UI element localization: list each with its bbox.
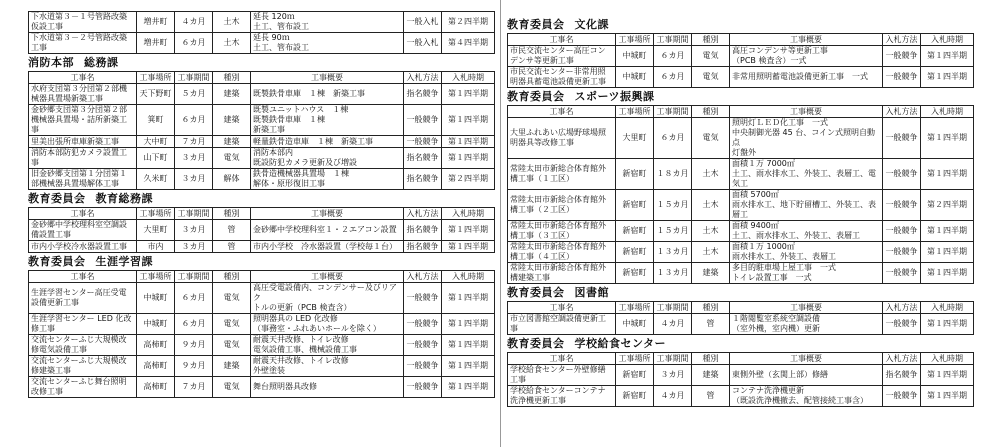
header-name: 工事名 bbox=[508, 106, 616, 118]
cell-summary: 鉄骨造機械器具置場 １棟 解体・原形復旧工事 bbox=[251, 169, 404, 190]
table-row bbox=[508, 67, 974, 88]
cell-location: 中城町 bbox=[616, 314, 654, 335]
cell-location: 新宿町 bbox=[616, 386, 654, 407]
cell-project-name: 消防本部防犯カメラ設置工 事 bbox=[29, 148, 137, 169]
cell-bid-method: 一般競争 bbox=[404, 283, 442, 314]
header-place: 工事場所 bbox=[137, 72, 175, 84]
section-title bbox=[507, 284, 973, 301]
cell-summary: 東側外壁（玄関上部）修繕 bbox=[730, 365, 883, 386]
cell-bid-method: 一般競争 bbox=[883, 190, 921, 221]
table-header-row bbox=[29, 271, 495, 283]
section-title bbox=[507, 88, 973, 105]
cell-category: 管 bbox=[213, 220, 251, 241]
division-name: 総務課 bbox=[84, 56, 119, 69]
cell-project-name: 下水道第３－１号管路改築 仮設工事 bbox=[29, 12, 137, 33]
division-name: 学校給食センター bbox=[574, 337, 667, 350]
cell-bid-method: 指名競争 bbox=[883, 365, 921, 386]
cell-duration: ６カ月 bbox=[654, 118, 692, 159]
cell-project-name: 市民交流センター非常用照 明器具蓄電池設備更新工事 bbox=[508, 67, 616, 88]
cell-duration: ６カ月 bbox=[175, 33, 213, 54]
cell-duration: ７カ月 bbox=[175, 136, 213, 148]
cell-project-name: 生涯学習センター LED 化改 修工事 bbox=[29, 314, 137, 335]
header-type: 種別 bbox=[213, 208, 251, 220]
cell-category: 電気 bbox=[213, 283, 251, 314]
header-name: 工事名 bbox=[508, 302, 616, 314]
cell-summary: 既製ユニットハウス １棟 既製鉄骨車庫 １棟 新築工事 bbox=[251, 105, 404, 136]
cell-bid-method: 一般競争 bbox=[883, 46, 921, 67]
cell-category: 電気 bbox=[213, 335, 251, 356]
header-place: 工事場所 bbox=[616, 353, 654, 365]
table-row bbox=[29, 220, 495, 241]
division-name: スポーツ振興課 bbox=[574, 90, 655, 103]
cell-summary: 舞台照明器具改修 bbox=[251, 377, 404, 398]
cell-bid-method: 一般競争 bbox=[883, 242, 921, 263]
right-column bbox=[507, 16, 973, 407]
header-place: 工事場所 bbox=[137, 208, 175, 220]
cell-bid-timing: 第１四半期 bbox=[442, 220, 495, 241]
cell-category: 管 bbox=[692, 386, 730, 407]
works-table bbox=[507, 301, 974, 335]
header-type: 種別 bbox=[692, 34, 730, 46]
department-name: 教育委員会 bbox=[507, 286, 565, 299]
cell-bid-timing: 第１四半期 bbox=[921, 159, 974, 190]
header-method: 入札方法 bbox=[404, 271, 442, 283]
table-row bbox=[29, 169, 495, 190]
cell-summary: 延長 90ｍ 土工、管布設工 bbox=[251, 33, 404, 54]
cell-bid-timing: 第２四半期 bbox=[442, 12, 495, 33]
cell-project-name: 常陸太田市新総合体育館外 構工事（２工区） bbox=[508, 190, 616, 221]
works-table bbox=[28, 207, 495, 253]
cell-category: 建築 bbox=[213, 105, 251, 136]
header-method: 入札方法 bbox=[883, 302, 921, 314]
cell-category: 土木 bbox=[692, 242, 730, 263]
cell-project-name: 下水道第３－２号管路改築 工事 bbox=[29, 33, 137, 54]
header-timing: 入札時期 bbox=[442, 271, 495, 283]
cell-duration: ４カ月 bbox=[175, 12, 213, 33]
header-name: 工事名 bbox=[29, 72, 137, 84]
cell-bid-method: 一般競争 bbox=[404, 356, 442, 377]
table-row bbox=[508, 221, 974, 242]
cell-bid-timing: 第１四半期 bbox=[442, 314, 495, 335]
cell-summary: 面積１万 7000㎡ 土工、雨水排水工、外装工、表層工、電気工 bbox=[730, 159, 883, 190]
cell-summary: 高圧受電設備内、コンデンサー及びリアク トルの更新（PCB 検査含） bbox=[251, 283, 404, 314]
header-method: 入札方法 bbox=[883, 353, 921, 365]
cell-duration: １５カ月 bbox=[654, 190, 692, 221]
table-row bbox=[508, 118, 974, 159]
cell-category: 管 bbox=[692, 314, 730, 335]
cell-location: 天下野町 bbox=[137, 84, 175, 105]
table-row bbox=[508, 314, 974, 335]
cell-project-name: 常陸太田市新総合体育館外 構工事（４工区） bbox=[508, 242, 616, 263]
header-method: 入札方法 bbox=[883, 34, 921, 46]
section-title bbox=[28, 190, 494, 207]
header-timing: 入札時期 bbox=[921, 106, 974, 118]
cell-category: 電気 bbox=[213, 314, 251, 335]
table-header-row bbox=[508, 34, 974, 46]
cell-bid-method: 一般競争 bbox=[404, 105, 442, 136]
header-period: 工事期間 bbox=[654, 353, 692, 365]
cell-bid-timing: 第１四半期 bbox=[921, 242, 974, 263]
cell-project-name: 交流センターふじ大規模改 修電気設備工事 bbox=[29, 335, 137, 356]
cell-bid-timing: 第１四半期 bbox=[921, 221, 974, 242]
header-name: 工事名 bbox=[508, 353, 616, 365]
cell-duration: １３カ月 bbox=[654, 242, 692, 263]
cell-location: 新宿町 bbox=[616, 365, 654, 386]
cell-bid-timing: 第１四半期 bbox=[921, 118, 974, 159]
section-title bbox=[507, 335, 973, 352]
cell-bid-timing: 第１四半期 bbox=[442, 356, 495, 377]
cell-project-name: 里美出張所車庫新築工事 bbox=[29, 136, 137, 148]
cell-bid-method: 一般競争 bbox=[883, 263, 921, 284]
cell-bid-method: 一般競争 bbox=[404, 335, 442, 356]
header-place: 工事場所 bbox=[616, 302, 654, 314]
cell-category: 電気 bbox=[692, 67, 730, 88]
header-timing: 入札時期 bbox=[442, 208, 495, 220]
division-name: 生涯学習課 bbox=[95, 255, 153, 268]
cell-summary: 延長 120ｍ 土工、管布設工 bbox=[251, 12, 404, 33]
department-name: 教育委員会 bbox=[507, 90, 565, 103]
cell-duration: ６カ月 bbox=[654, 67, 692, 88]
cell-summary: 市内小学校 冷水器設置（学校毎１台） bbox=[251, 241, 404, 253]
cell-project-name: 市内小学校冷水器設置工事 bbox=[29, 241, 137, 253]
cell-project-name: 常陸太田市新総合体育館外 構建築工事 bbox=[508, 263, 616, 284]
table-header-row bbox=[508, 106, 974, 118]
department-name: 消防本部 bbox=[28, 56, 74, 69]
cell-bid-timing: 第４四半期 bbox=[442, 33, 495, 54]
cell-bid-timing: 第２四半期 bbox=[921, 190, 974, 221]
cell-duration: ６カ月 bbox=[175, 314, 213, 335]
cell-project-name: 旧金砂郷支団第１分団第１ 部機械器具置場解体工事 bbox=[29, 169, 137, 190]
cell-category: 電気 bbox=[213, 148, 251, 169]
table-header-row bbox=[508, 302, 974, 314]
cell-bid-method: 指名競争 bbox=[404, 84, 442, 105]
table-row bbox=[508, 386, 974, 407]
cell-duration: ７カ月 bbox=[175, 377, 213, 398]
table-row bbox=[29, 241, 495, 253]
cell-location: 中城町 bbox=[137, 314, 175, 335]
header-timing: 入札時期 bbox=[921, 302, 974, 314]
cell-duration: ６カ月 bbox=[175, 105, 213, 136]
cell-location: 箕町 bbox=[137, 105, 175, 136]
cell-duration: ６カ月 bbox=[654, 46, 692, 67]
header-type: 種別 bbox=[213, 271, 251, 283]
cell-bid-method: 一般競争 bbox=[404, 314, 442, 335]
cell-project-name: 市民交流センター高圧コン デンサ等更新工事 bbox=[508, 46, 616, 67]
cell-project-name: 交流センターふじ舞台照明 改修工事 bbox=[29, 377, 137, 398]
cell-project-name: 学校給食センターコンテナ 洗浄機更新工事 bbox=[508, 386, 616, 407]
cell-location: 新宿町 bbox=[616, 242, 654, 263]
header-timing: 入札時期 bbox=[442, 72, 495, 84]
cell-bid-timing: 第１四半期 bbox=[442, 148, 495, 169]
header-place: 工事場所 bbox=[616, 34, 654, 46]
cell-bid-method: 指名競争 bbox=[404, 169, 442, 190]
works-table bbox=[28, 71, 495, 190]
cell-bid-timing: 第１四半期 bbox=[921, 314, 974, 335]
cell-bid-timing: 第１四半期 bbox=[442, 377, 495, 398]
cell-location: 高柿町 bbox=[137, 377, 175, 398]
cell-category: 電気 bbox=[692, 46, 730, 67]
table-row bbox=[29, 377, 495, 398]
cell-bid-timing: 第１四半期 bbox=[442, 105, 495, 136]
header-method: 入札方法 bbox=[883, 106, 921, 118]
cell-bid-method: 指名競争 bbox=[404, 241, 442, 253]
works-table bbox=[507, 105, 974, 284]
cell-location: 大里町 bbox=[616, 118, 654, 159]
table-row bbox=[29, 105, 495, 136]
cell-summary: 金砂郷中学校理科室１・２エアコン設置 bbox=[251, 220, 404, 241]
cell-summary: 面積 9400㎡ 土工、雨水排水工、外装工、表層工 bbox=[730, 221, 883, 242]
cell-summary: 面積１万 1000㎡ 雨水排水工、外装工、表層工 bbox=[730, 242, 883, 263]
cell-summary: 耐震天井改修、トイレ改修 電気設備工事、機械設備工事 bbox=[251, 335, 404, 356]
table-row bbox=[29, 136, 495, 148]
cell-category: 土木 bbox=[213, 12, 251, 33]
cell-location: 久米町 bbox=[137, 169, 175, 190]
header-type: 種別 bbox=[692, 302, 730, 314]
cell-bid-timing: 第１四半期 bbox=[442, 283, 495, 314]
cell-project-name: 学校給食センター外壁修繕 工事 bbox=[508, 365, 616, 386]
left-column bbox=[28, 11, 494, 398]
cell-location: 高柿町 bbox=[137, 335, 175, 356]
works-table bbox=[507, 33, 974, 88]
section-title bbox=[507, 16, 973, 33]
cell-project-name: 常陸太田市新総合体育館外 構工事（３工区） bbox=[508, 221, 616, 242]
cell-location: 大里町 bbox=[137, 220, 175, 241]
header-summary: 工事概要 bbox=[251, 72, 404, 84]
header-method: 入札方法 bbox=[404, 208, 442, 220]
header-summary: 工事概要 bbox=[251, 208, 404, 220]
cell-bid-method: 一般競争 bbox=[404, 377, 442, 398]
cell-project-name: 大里ふれあい広場野球場照 明器具等改修工事 bbox=[508, 118, 616, 159]
table-row bbox=[29, 148, 495, 169]
cell-bid-timing: 第１四半期 bbox=[921, 263, 974, 284]
cell-category: 電気 bbox=[213, 377, 251, 398]
table-row bbox=[508, 190, 974, 221]
cell-category: 建築 bbox=[213, 84, 251, 105]
cell-summary: 非常用照明蓄電池設備更新工事 一式 bbox=[730, 67, 883, 88]
cell-duration: ３カ月 bbox=[175, 241, 213, 253]
division-name: 図書館 bbox=[574, 286, 609, 299]
cell-bid-method: 一般競争 bbox=[404, 136, 442, 148]
cell-location: 新宿町 bbox=[616, 263, 654, 284]
header-period: 工事期間 bbox=[654, 106, 692, 118]
cell-duration: ３カ月 bbox=[175, 169, 213, 190]
cell-summary: 消防本部内 既設防犯カメラ更新及び増設 bbox=[251, 148, 404, 169]
cell-project-name: 金砂郷支団第３分団第２部 機械器具置場・詰所新築工 事 bbox=[29, 105, 137, 136]
cell-summary: 面積 5700㎡ 雨水排水工、地下貯留槽工、外装工、表層工 bbox=[730, 190, 883, 221]
cell-bid-method: 指名競争 bbox=[404, 148, 442, 169]
section-title bbox=[28, 253, 494, 270]
table-row bbox=[508, 365, 974, 386]
section-title bbox=[28, 54, 494, 71]
cell-summary: 高圧コンデンサ等更新工事 （PCB 検査含）一式 bbox=[730, 46, 883, 67]
cell-location: 新宿町 bbox=[616, 221, 654, 242]
cell-category: 土木 bbox=[692, 159, 730, 190]
table-row bbox=[508, 46, 974, 67]
cell-summary: 軽量鉄骨造車庫 １棟 新築工事 bbox=[251, 136, 404, 148]
header-period: 工事期間 bbox=[175, 271, 213, 283]
header-name: 工事名 bbox=[29, 208, 137, 220]
cell-summary: １階閲覧室系統空調設備 （室外機，室内機）更新 bbox=[730, 314, 883, 335]
header-place: 工事場所 bbox=[137, 271, 175, 283]
cell-summary: コンテナ洗浄機更新 （既設洗浄機撤去、配管接続工事含） bbox=[730, 386, 883, 407]
cell-project-name: 水府支団第３分団第２部機 械器具置場新築工事 bbox=[29, 84, 137, 105]
cell-duration: ９カ月 bbox=[175, 356, 213, 377]
cell-category: 建築 bbox=[692, 365, 730, 386]
cell-location: 大中町 bbox=[137, 136, 175, 148]
cell-duration: ９カ月 bbox=[175, 335, 213, 356]
division-name: 文化課 bbox=[574, 18, 609, 31]
cell-location: 中城町 bbox=[137, 283, 175, 314]
header-summary: 工事概要 bbox=[730, 106, 883, 118]
header-summary: 工事概要 bbox=[730, 302, 883, 314]
table-row bbox=[29, 335, 495, 356]
cell-bid-method: 一般競争 bbox=[883, 314, 921, 335]
cell-category: 土木 bbox=[692, 221, 730, 242]
cell-category: 土木 bbox=[213, 33, 251, 54]
table-row bbox=[29, 314, 495, 335]
cell-duration: ３カ月 bbox=[654, 365, 692, 386]
cell-duration: ３カ月 bbox=[175, 220, 213, 241]
table-header-row bbox=[29, 72, 495, 84]
cell-duration: １８カ月 bbox=[654, 159, 692, 190]
cell-bid-method: 一般入札 bbox=[404, 12, 442, 33]
cell-project-name: 金砂郷中学校理科室空調設 備設置工事 bbox=[29, 220, 137, 241]
cell-duration: ５カ月 bbox=[175, 84, 213, 105]
cell-duration: ６カ月 bbox=[175, 283, 213, 314]
header-period: 工事期間 bbox=[175, 72, 213, 84]
division-name: 教育総務課 bbox=[95, 192, 153, 205]
cell-project-name: 市立図書館空調設備更新工 事 bbox=[508, 314, 616, 335]
header-method: 入札方法 bbox=[404, 72, 442, 84]
cell-bid-timing: 第１四半期 bbox=[442, 241, 495, 253]
cell-location: 新宿町 bbox=[616, 159, 654, 190]
cell-bid-timing: 第１四半期 bbox=[921, 386, 974, 407]
header-type: 種別 bbox=[692, 106, 730, 118]
header-summary: 工事概要 bbox=[251, 271, 404, 283]
cell-duration: ４カ月 bbox=[654, 314, 692, 335]
cell-project-name: 生涯学習センター高圧受電 設備更新工事 bbox=[29, 283, 137, 314]
cell-summary: 照明器具の LED 化改修 （事務室・ふれあいホールを除く） bbox=[251, 314, 404, 335]
cell-bid-method: 一般競争 bbox=[883, 67, 921, 88]
cell-bid-timing: 第１四半期 bbox=[442, 136, 495, 148]
header-period: 工事期間 bbox=[654, 34, 692, 46]
cell-duration: １３カ月 bbox=[654, 263, 692, 284]
header-summary: 工事概要 bbox=[730, 34, 883, 46]
cell-duration: ４カ月 bbox=[654, 386, 692, 407]
works-table bbox=[28, 270, 495, 398]
column-divider bbox=[500, 0, 501, 447]
header-timing: 入札時期 bbox=[921, 353, 974, 365]
cell-category: 電気 bbox=[692, 118, 730, 159]
header-period: 工事期間 bbox=[175, 208, 213, 220]
cell-bid-method: 指名競争 bbox=[404, 220, 442, 241]
header-type: 種別 bbox=[213, 72, 251, 84]
header-name: 工事名 bbox=[29, 271, 137, 283]
header-place: 工事場所 bbox=[616, 106, 654, 118]
cell-location: 山下町 bbox=[137, 148, 175, 169]
cell-bid-timing: 第１四半期 bbox=[442, 335, 495, 356]
cell-bid-method: 一般入札 bbox=[404, 33, 442, 54]
table-row bbox=[508, 242, 974, 263]
cell-location: 市内 bbox=[137, 241, 175, 253]
header-summary: 工事概要 bbox=[730, 353, 883, 365]
cell-location: 増井町 bbox=[137, 12, 175, 33]
table-row bbox=[29, 356, 495, 377]
cell-category: 土木 bbox=[692, 190, 730, 221]
header-name: 工事名 bbox=[508, 34, 616, 46]
table-row bbox=[29, 12, 495, 33]
cell-category: 建築 bbox=[692, 263, 730, 284]
table-row bbox=[29, 84, 495, 105]
table-row bbox=[29, 33, 495, 54]
cell-location: 増井町 bbox=[137, 33, 175, 54]
header-timing: 入札時期 bbox=[921, 34, 974, 46]
cell-summary: 照明灯ＬＥＤ化工事 一式 中央制御光器 45 台、コイン式照明自動点 灯盤外 bbox=[730, 118, 883, 159]
cell-duration: ３カ月 bbox=[175, 148, 213, 169]
department-name: 教育委員会 bbox=[28, 192, 86, 205]
works-table bbox=[28, 11, 495, 54]
cell-summary: 耐震天井改修、トイレ改修 外壁塗装 bbox=[251, 356, 404, 377]
cell-summary: 既製鉄骨車庫 １棟 新築工事 bbox=[251, 84, 404, 105]
cell-bid-timing: 第２四半期 bbox=[442, 169, 495, 190]
cell-bid-method: 一般競争 bbox=[883, 221, 921, 242]
cell-category: 建築 bbox=[213, 136, 251, 148]
cell-location: 中城町 bbox=[616, 67, 654, 88]
cell-project-name: 交流センターふじ大規模改 修建築工事 bbox=[29, 356, 137, 377]
cell-bid-timing: 第１四半期 bbox=[442, 84, 495, 105]
table-row bbox=[508, 159, 974, 190]
department-name: 教育委員会 bbox=[507, 18, 565, 31]
cell-bid-timing: 第１四半期 bbox=[921, 46, 974, 67]
cell-bid-timing: 第１四半期 bbox=[921, 67, 974, 88]
cell-bid-timing: 第１四半期 bbox=[921, 365, 974, 386]
cell-bid-method: 一般競争 bbox=[883, 159, 921, 190]
department-name: 教育委員会 bbox=[28, 255, 86, 268]
cell-category: 建築 bbox=[213, 356, 251, 377]
table-row bbox=[29, 283, 495, 314]
table-row bbox=[508, 263, 974, 284]
cell-location: 中城町 bbox=[616, 46, 654, 67]
works-table bbox=[507, 352, 974, 407]
cell-bid-method: 一般競争 bbox=[883, 386, 921, 407]
cell-category: 解体 bbox=[213, 169, 251, 190]
cell-project-name: 常陸太田市新総合体育館外 構工事（１工区） bbox=[508, 159, 616, 190]
header-period: 工事期間 bbox=[654, 302, 692, 314]
cell-summary: 多目的駐車場上屋工事 一式 トイレ設置工事 一式 bbox=[730, 263, 883, 284]
cell-location: 高柿町 bbox=[137, 356, 175, 377]
cell-category: 管 bbox=[213, 241, 251, 253]
table-header-row bbox=[508, 353, 974, 365]
table-header-row bbox=[29, 208, 495, 220]
department-name: 教育委員会 bbox=[507, 337, 565, 350]
cell-location: 新宿町 bbox=[616, 190, 654, 221]
cell-duration: １５カ月 bbox=[654, 221, 692, 242]
header-type: 種別 bbox=[692, 353, 730, 365]
cell-bid-method: 一般競争 bbox=[883, 118, 921, 159]
